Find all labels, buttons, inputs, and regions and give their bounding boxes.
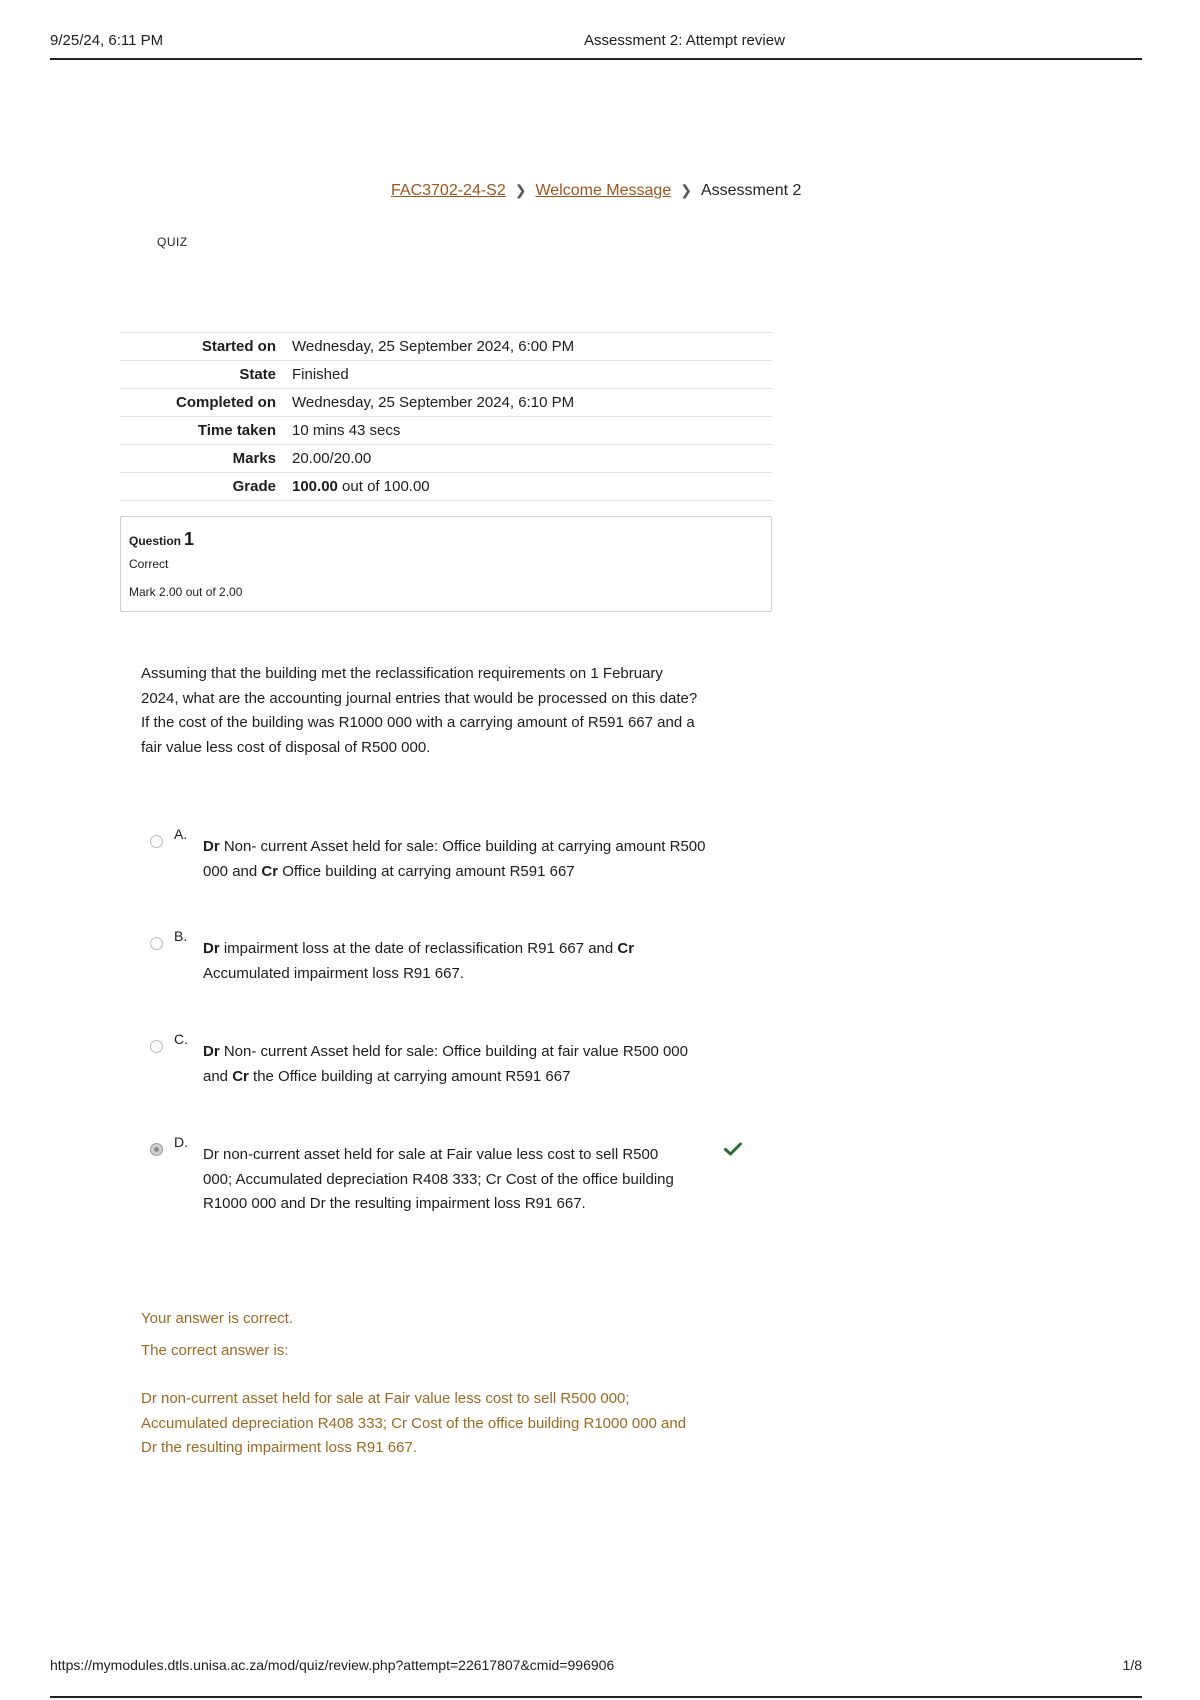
print-page-title: Assessment 2: Attempt review bbox=[584, 32, 785, 49]
answer-radio-selected[interactable] bbox=[150, 1143, 163, 1156]
print-url: https://mymodules.dtls.unisa.ac.za/mod/quiz/review.php?attempt=22617807&cmid=996906 bbox=[50, 1657, 615, 1673]
correct-answer-text bbox=[141, 1387, 761, 1461]
print-page-number: 1/8 bbox=[1122, 1657, 1142, 1673]
summary-value: Wednesday, 25 September 2024, 6:10 PM bbox=[292, 394, 575, 411]
grade-score: 100.00 bbox=[292, 478, 338, 495]
answer-dr: Dr bbox=[203, 1043, 220, 1060]
answer-text-segment: Accumulated impairment loss R91 667. bbox=[203, 964, 464, 982]
question-text bbox=[141, 662, 761, 760]
answer-text bbox=[203, 835, 758, 884]
answer-dr: Dr bbox=[203, 838, 220, 855]
question-title bbox=[129, 529, 194, 550]
summary-label: Marks bbox=[232, 450, 276, 467]
answer-text-segment: the Office building at carrying amount R591 667 bbox=[248, 1067, 571, 1085]
breadcrumb-course-link[interactable]: FAC3702-24-S2 bbox=[391, 182, 506, 199]
answer-text-line bbox=[203, 860, 758, 885]
summary-value: 10 mins 43 secs bbox=[292, 422, 401, 439]
answer-cr: Cr bbox=[617, 940, 635, 957]
answer-text-segment: Non- current Asset held for sale: Office building at fair value R500 000 bbox=[219, 1043, 688, 1060]
chevron-right-icon: ❯ bbox=[680, 182, 692, 198]
question-number: 1 bbox=[184, 529, 195, 549]
summary-value: Finished bbox=[292, 366, 349, 383]
summary-row-grade bbox=[120, 473, 772, 501]
question-text-line: fair value less cost of disposal of R500 000. bbox=[141, 738, 431, 756]
answer-text-line: R1000 000 and Dr the resulting impairment loss R91 667. bbox=[203, 1195, 586, 1212]
summary-label: Grade bbox=[232, 478, 276, 495]
answer-radio[interactable] bbox=[150, 835, 163, 848]
summary-label: Time taken bbox=[197, 422, 276, 439]
summary-label: Completed on bbox=[176, 394, 276, 411]
grade-out-of: out of 100.00 bbox=[337, 478, 430, 495]
summary-row-state bbox=[120, 361, 772, 389]
answer-text-segment: 000 and bbox=[203, 862, 262, 880]
answer-text-segment: Office building at carrying amount R591 667 bbox=[278, 862, 575, 880]
question-text-line: If the cost of the building was R1000 000 with a carrying amount of R591 667 and a bbox=[141, 714, 695, 731]
correct-answer-line: Accumulated depreciation R408 333; Cr Cost of the office building R1000 000 and bbox=[141, 1414, 687, 1432]
breadcrumb-section-link[interactable]: Welcome Message bbox=[535, 182, 672, 199]
question-label: Question bbox=[129, 534, 182, 548]
answer-radio[interactable] bbox=[150, 1040, 163, 1053]
answer-letter: A. bbox=[174, 826, 188, 842]
answer-text-line: 000; Accumulated depreciation R408 333; Cr Cost of the office building bbox=[203, 1170, 674, 1188]
summary-row-completed bbox=[120, 389, 772, 417]
answer-text-line: Dr non-current asset held for sale at Fair value less cost to sell R500 bbox=[203, 1146, 659, 1163]
answer-letter: D. bbox=[174, 1134, 188, 1150]
summary-row-time-taken bbox=[120, 417, 772, 445]
answer-text-line bbox=[203, 835, 758, 860]
breadcrumb-current: Assessment 2 bbox=[700, 182, 802, 199]
print-footer bbox=[50, 1652, 1142, 1698]
correct-answer-line: Dr the resulting impairment loss R91 667. bbox=[141, 1439, 417, 1456]
activity-type-label: QUIZ bbox=[157, 235, 188, 249]
summary-label: State bbox=[239, 366, 276, 383]
question-state: Correct bbox=[129, 557, 169, 571]
answer-cr: Cr bbox=[232, 1067, 249, 1085]
summary-value: 20.00/20.00 bbox=[292, 450, 372, 467]
question-text-line: 2024, what are the accounting journal entries that would be processed on this date? bbox=[141, 689, 698, 707]
summary-label: Started on bbox=[201, 338, 276, 355]
correct-answer-line: Dr non-current asset held for sale at Fair value less cost to sell R500 000; bbox=[141, 1390, 630, 1407]
answer-text bbox=[203, 937, 758, 986]
answer-text bbox=[203, 1040, 758, 1089]
answer-text-line bbox=[203, 937, 758, 962]
answer-text-line bbox=[203, 962, 758, 987]
answer-text-line bbox=[203, 1040, 758, 1065]
answer-text-segment: and bbox=[203, 1067, 233, 1085]
question-text-line: Assuming that the building met the reclassification requirements on 1 February bbox=[141, 665, 663, 682]
answer-letter: C. bbox=[174, 1031, 188, 1047]
feedback-result: Your answer is correct. bbox=[141, 1310, 294, 1327]
attempt-summary-table bbox=[120, 332, 772, 501]
answer-dr: Dr bbox=[203, 940, 220, 957]
breadcrumb bbox=[391, 182, 801, 200]
print-header bbox=[50, 30, 1142, 60]
answer-cr: Cr bbox=[261, 862, 279, 880]
answer-letter: B. bbox=[174, 928, 188, 944]
answer-text-segment: Non- current Asset held for sale: Office building at carrying amount R500 bbox=[219, 838, 706, 855]
question-mark: Mark 2.00 out of 2.00 bbox=[129, 585, 243, 599]
check-icon bbox=[724, 1142, 742, 1156]
answer-text-line bbox=[203, 1065, 758, 1090]
feedback-intro: The correct answer is: bbox=[141, 1342, 289, 1359]
print-datetime: 9/25/24, 6:11 PM bbox=[50, 32, 164, 49]
chevron-right-icon: ❯ bbox=[514, 182, 527, 198]
answer-text bbox=[203, 1143, 758, 1217]
summary-value bbox=[276, 478, 430, 495]
summary-value: Wednesday, 25 September 2024, 6:00 PM bbox=[292, 338, 575, 355]
answer-radio[interactable] bbox=[150, 937, 163, 950]
question-info-box bbox=[120, 516, 772, 612]
answer-text-segment: impairment loss at the date of reclassification R91 667 and bbox=[219, 940, 618, 957]
summary-row-started bbox=[120, 333, 772, 361]
summary-row-marks bbox=[120, 445, 772, 473]
